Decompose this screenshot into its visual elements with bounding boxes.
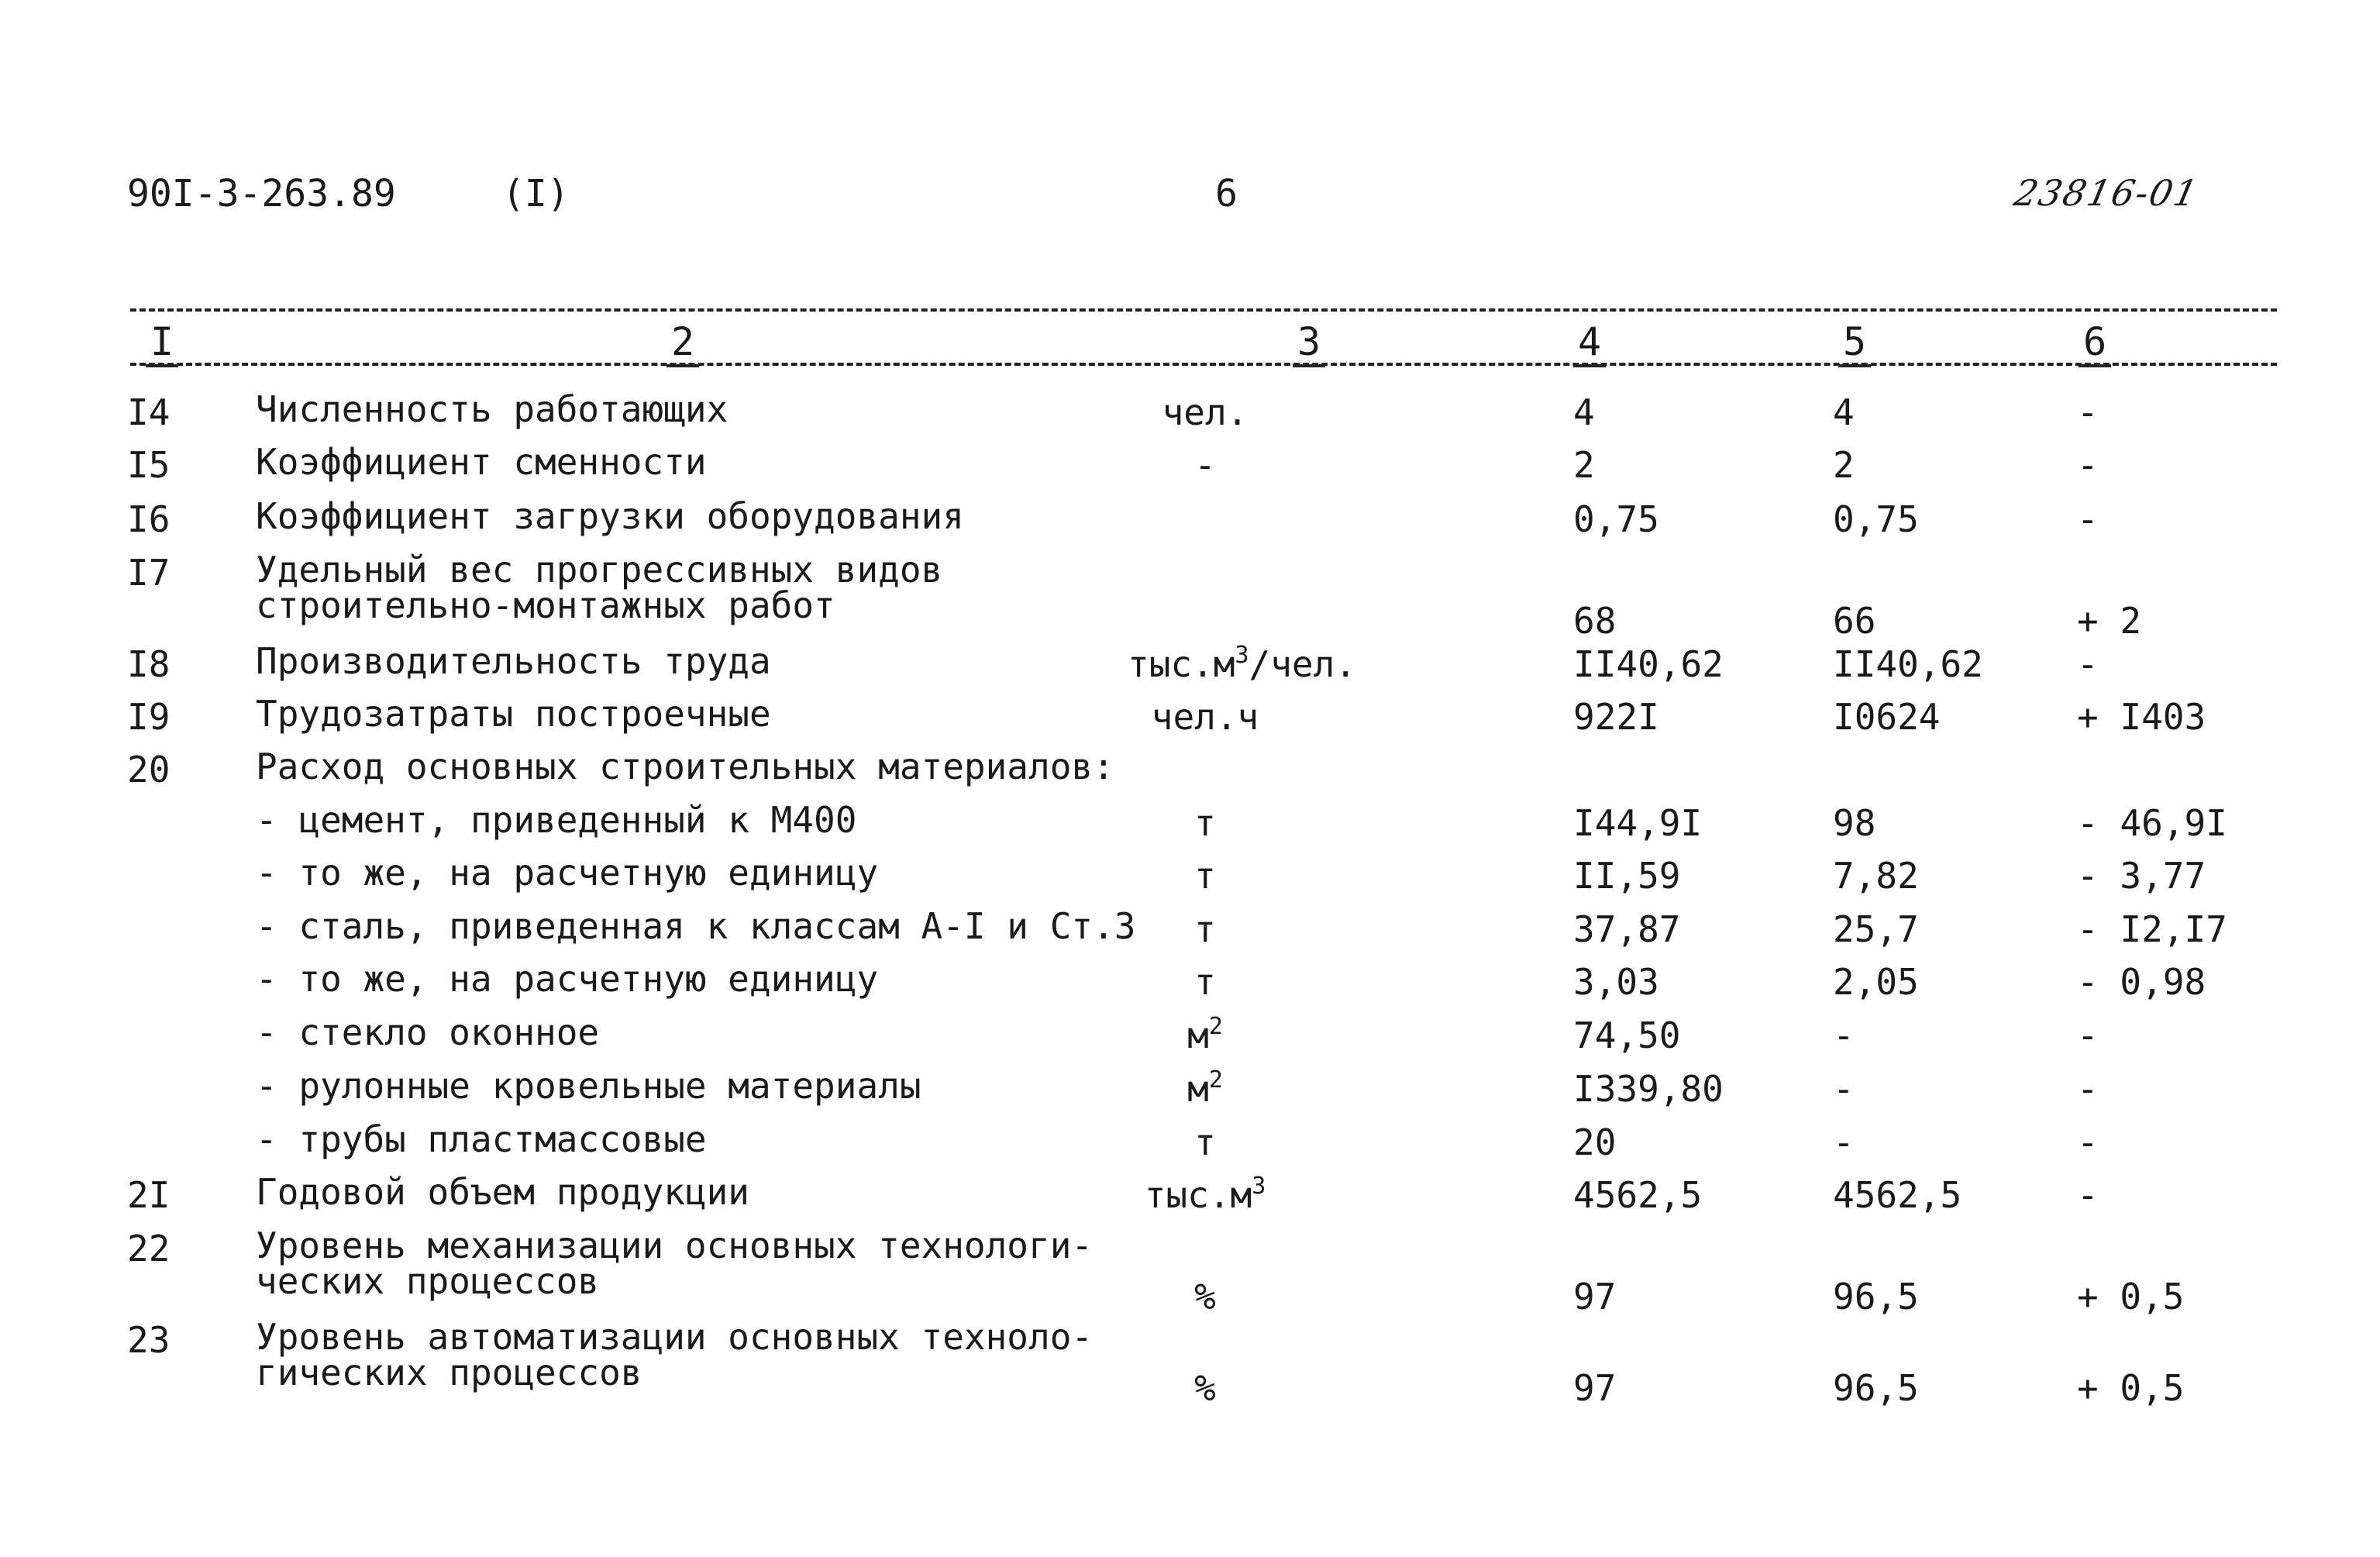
row-value-analog: -: [1833, 1121, 1855, 1163]
row-unit: [1128, 1367, 1283, 1409]
row-value-project: 922I: [1573, 696, 1659, 738]
row-value-project: 4562,5: [1573, 1174, 1703, 1216]
row-value-difference: -: [2077, 1121, 2099, 1163]
row-unit: [1128, 696, 1283, 738]
row-value-project: 68: [1573, 600, 1617, 642]
unit-base: тыс.м: [1128, 643, 1235, 685]
row-value-difference: -: [2077, 444, 2099, 486]
document-part: (I): [502, 172, 570, 215]
column-number-2: 2: [666, 319, 699, 364]
row-value-analog: -: [1833, 1068, 1855, 1110]
indicator-name-line: ческих процессов: [256, 1260, 600, 1302]
unit-base: т: [1194, 961, 1216, 1003]
indicator-name-line: - то же, на расчетную единицу: [256, 958, 879, 1000]
unit-base: %: [1194, 1276, 1216, 1318]
document-code: 90I-3-263.89: [127, 172, 396, 215]
row-value-difference: - 3,77: [2077, 855, 2206, 897]
row-unit: [1128, 855, 1283, 897]
row-unit: [1128, 802, 1283, 844]
row-value-difference: -: [2077, 1068, 2099, 1110]
unit-base: т: [1194, 802, 1216, 844]
unit-superscript: 2: [1208, 1013, 1223, 1040]
unit-base: т: [1194, 1121, 1216, 1163]
row-unit: [1128, 1121, 1283, 1163]
indicator-name-line: - трубы пластмассовые: [256, 1118, 707, 1160]
row-unit: [1128, 908, 1283, 950]
row-value-analog: 0,75: [1833, 498, 1919, 540]
unit-superscript: 3: [1235, 642, 1249, 669]
row-value-project: 4: [1573, 391, 1595, 433]
row-indicator-name: [256, 1118, 707, 1160]
row-indicator-name: [256, 1011, 600, 1053]
row-value-difference: - I2,I7: [2077, 908, 2227, 950]
indicator-name-line: - рулонные кровельные материалы: [256, 1065, 921, 1107]
indicator-name-line: Производительность труда: [256, 640, 771, 682]
row-value-project: I339,80: [1573, 1068, 1724, 1110]
row-value-analog: 96,5: [1833, 1276, 1919, 1318]
row-unit: [1128, 1276, 1283, 1318]
row-value-analog: 66: [1833, 600, 1876, 642]
row-value-difference: + 0,5: [2077, 1367, 2185, 1409]
row-value-difference: -: [2077, 498, 2099, 540]
indicator-name-line: - то же, на расчетную единицу: [256, 852, 879, 894]
column-number-1: I: [146, 319, 178, 364]
unit-tail: /чел.: [1249, 643, 1357, 685]
unit-base: чел.: [1162, 391, 1249, 433]
unit-base: -: [1194, 444, 1216, 486]
indicator-name-line: Уровень механизации основных технологи-: [256, 1225, 1094, 1266]
column-number-6: 6: [2079, 319, 2111, 364]
row-value-project: II40,62: [1573, 643, 1724, 685]
row-value-project: 20: [1573, 1121, 1617, 1163]
row-number: 20: [127, 749, 170, 791]
row-value-project: II,59: [1573, 855, 1681, 897]
row-number: I8: [127, 643, 170, 685]
indicator-name-line: - цемент, приведенный к М400: [256, 799, 857, 841]
row-indicator-name: [256, 1065, 921, 1107]
row-indicator-name: [256, 852, 879, 894]
row-unit: [1128, 961, 1283, 1003]
row-indicator-name: [256, 441, 707, 483]
row-value-analog: 25,7: [1833, 908, 1919, 950]
row-unit: [1128, 1068, 1283, 1110]
row-number: I4: [127, 391, 170, 433]
unit-base: чел.ч: [1151, 696, 1259, 738]
unit-base: %: [1194, 1367, 1216, 1409]
handwritten-inventory-number: 23816-01: [2010, 172, 2203, 214]
row-value-analog: II40,62: [1833, 643, 1983, 685]
row-value-difference: - 0,98: [2077, 961, 2206, 1003]
row-indicator-name: [256, 549, 943, 626]
unit-base: т: [1194, 908, 1216, 950]
indicator-name-line: Уровень автоматизации основных техноло-: [256, 1316, 1094, 1358]
row-value-difference: -: [2077, 1014, 2099, 1056]
row-number: 23: [127, 1319, 170, 1361]
column-number-4: 4: [1573, 319, 1606, 364]
row-indicator-name: [256, 640, 771, 682]
row-value-difference: - 46,9I: [2077, 802, 2227, 844]
row-number: 2I: [127, 1174, 170, 1216]
row-unit: [1128, 642, 1357, 685]
row-value-project: I44,9I: [1573, 802, 1703, 844]
row-number: I7: [127, 552, 170, 594]
indicator-name-line: Годовой объем продукции: [256, 1171, 749, 1213]
row-value-project: 97: [1573, 1276, 1617, 1318]
row-value-analog: 96,5: [1833, 1367, 1919, 1409]
row-unit: [1128, 391, 1283, 433]
row-indicator-name: [256, 1171, 749, 1213]
row-number: I9: [127, 696, 170, 738]
row-indicator-name: [256, 1225, 1094, 1302]
indicator-name-line: - стекло оконное: [256, 1011, 600, 1053]
row-value-analog: I0624: [1833, 696, 1941, 738]
row-value-difference: + 2: [2077, 600, 2142, 642]
row-value-difference: + 0,5: [2077, 1276, 2185, 1318]
row-unit: [1128, 1174, 1283, 1216]
row-indicator-name: [256, 905, 1136, 947]
indicator-name-line: - сталь, приведенная к классам А-I и Ст.3: [256, 905, 1136, 947]
row-value-analog: 2: [1833, 444, 1855, 486]
row-indicator-name: [256, 1316, 1094, 1393]
indicator-name-line: Расход основных строительных материалов:: [256, 746, 1114, 787]
row-value-project: 0,75: [1573, 498, 1659, 540]
row-value-difference: + I403: [2077, 696, 2206, 738]
unit-superscript: 3: [1252, 1173, 1266, 1200]
row-value-project: 3,03: [1573, 961, 1659, 1003]
row-indicator-name: [256, 495, 964, 537]
row-value-difference: -: [2077, 391, 2099, 433]
table-top-rule: [130, 308, 2277, 312]
row-value-analog: 4562,5: [1833, 1174, 1962, 1216]
row-value-project: 74,50: [1573, 1014, 1681, 1056]
table-header-rule: [130, 363, 2277, 366]
unit-base: тыс.м: [1144, 1174, 1252, 1216]
row-value-analog: 2,05: [1833, 961, 1919, 1003]
row-number: 22: [127, 1228, 170, 1269]
row-value-analog: 4: [1833, 391, 1855, 433]
row-value-difference: -: [2077, 1174, 2099, 1216]
page-number: 6: [1215, 172, 1238, 215]
row-indicator-name: [256, 958, 879, 1000]
row-number: I5: [127, 444, 170, 486]
row-value-difference: -: [2077, 643, 2099, 685]
indicator-name-line: Коэффициент загрузки оборудования: [256, 495, 964, 537]
row-indicator-name: [256, 799, 857, 841]
row-value-project: 97: [1573, 1367, 1617, 1409]
row-value-analog: 98: [1833, 802, 1876, 844]
unit-base: м: [1187, 1068, 1209, 1110]
column-number-5: 5: [1838, 319, 1871, 364]
row-indicator-name: [256, 388, 728, 430]
unit-base: т: [1194, 855, 1216, 897]
row-value-project: 2: [1573, 444, 1595, 486]
indicator-name-line: Удельный вес прогрессивных видов: [256, 549, 943, 591]
row-value-analog: -: [1833, 1014, 1855, 1056]
indicator-name-line: гических процессов: [256, 1352, 642, 1393]
row-indicator-name: [256, 746, 1114, 787]
unit-base: м: [1187, 1014, 1209, 1056]
row-number: I6: [127, 498, 170, 540]
row-value-project: 37,87: [1573, 908, 1681, 950]
column-number-3: 3: [1293, 319, 1325, 364]
row-unit: [1128, 444, 1283, 486]
row-value-analog: 7,82: [1833, 855, 1919, 897]
row-indicator-name: [256, 693, 771, 735]
indicator-name-line: строительно-монтажных работ: [256, 584, 835, 626]
indicator-name-line: Трудозатраты построечные: [256, 693, 771, 735]
unit-superscript: 2: [1208, 1066, 1223, 1094]
indicator-name-line: Численность работающих: [256, 388, 728, 430]
indicator-name-line: Коэффициент сменности: [256, 441, 707, 483]
row-unit: [1128, 1014, 1283, 1056]
